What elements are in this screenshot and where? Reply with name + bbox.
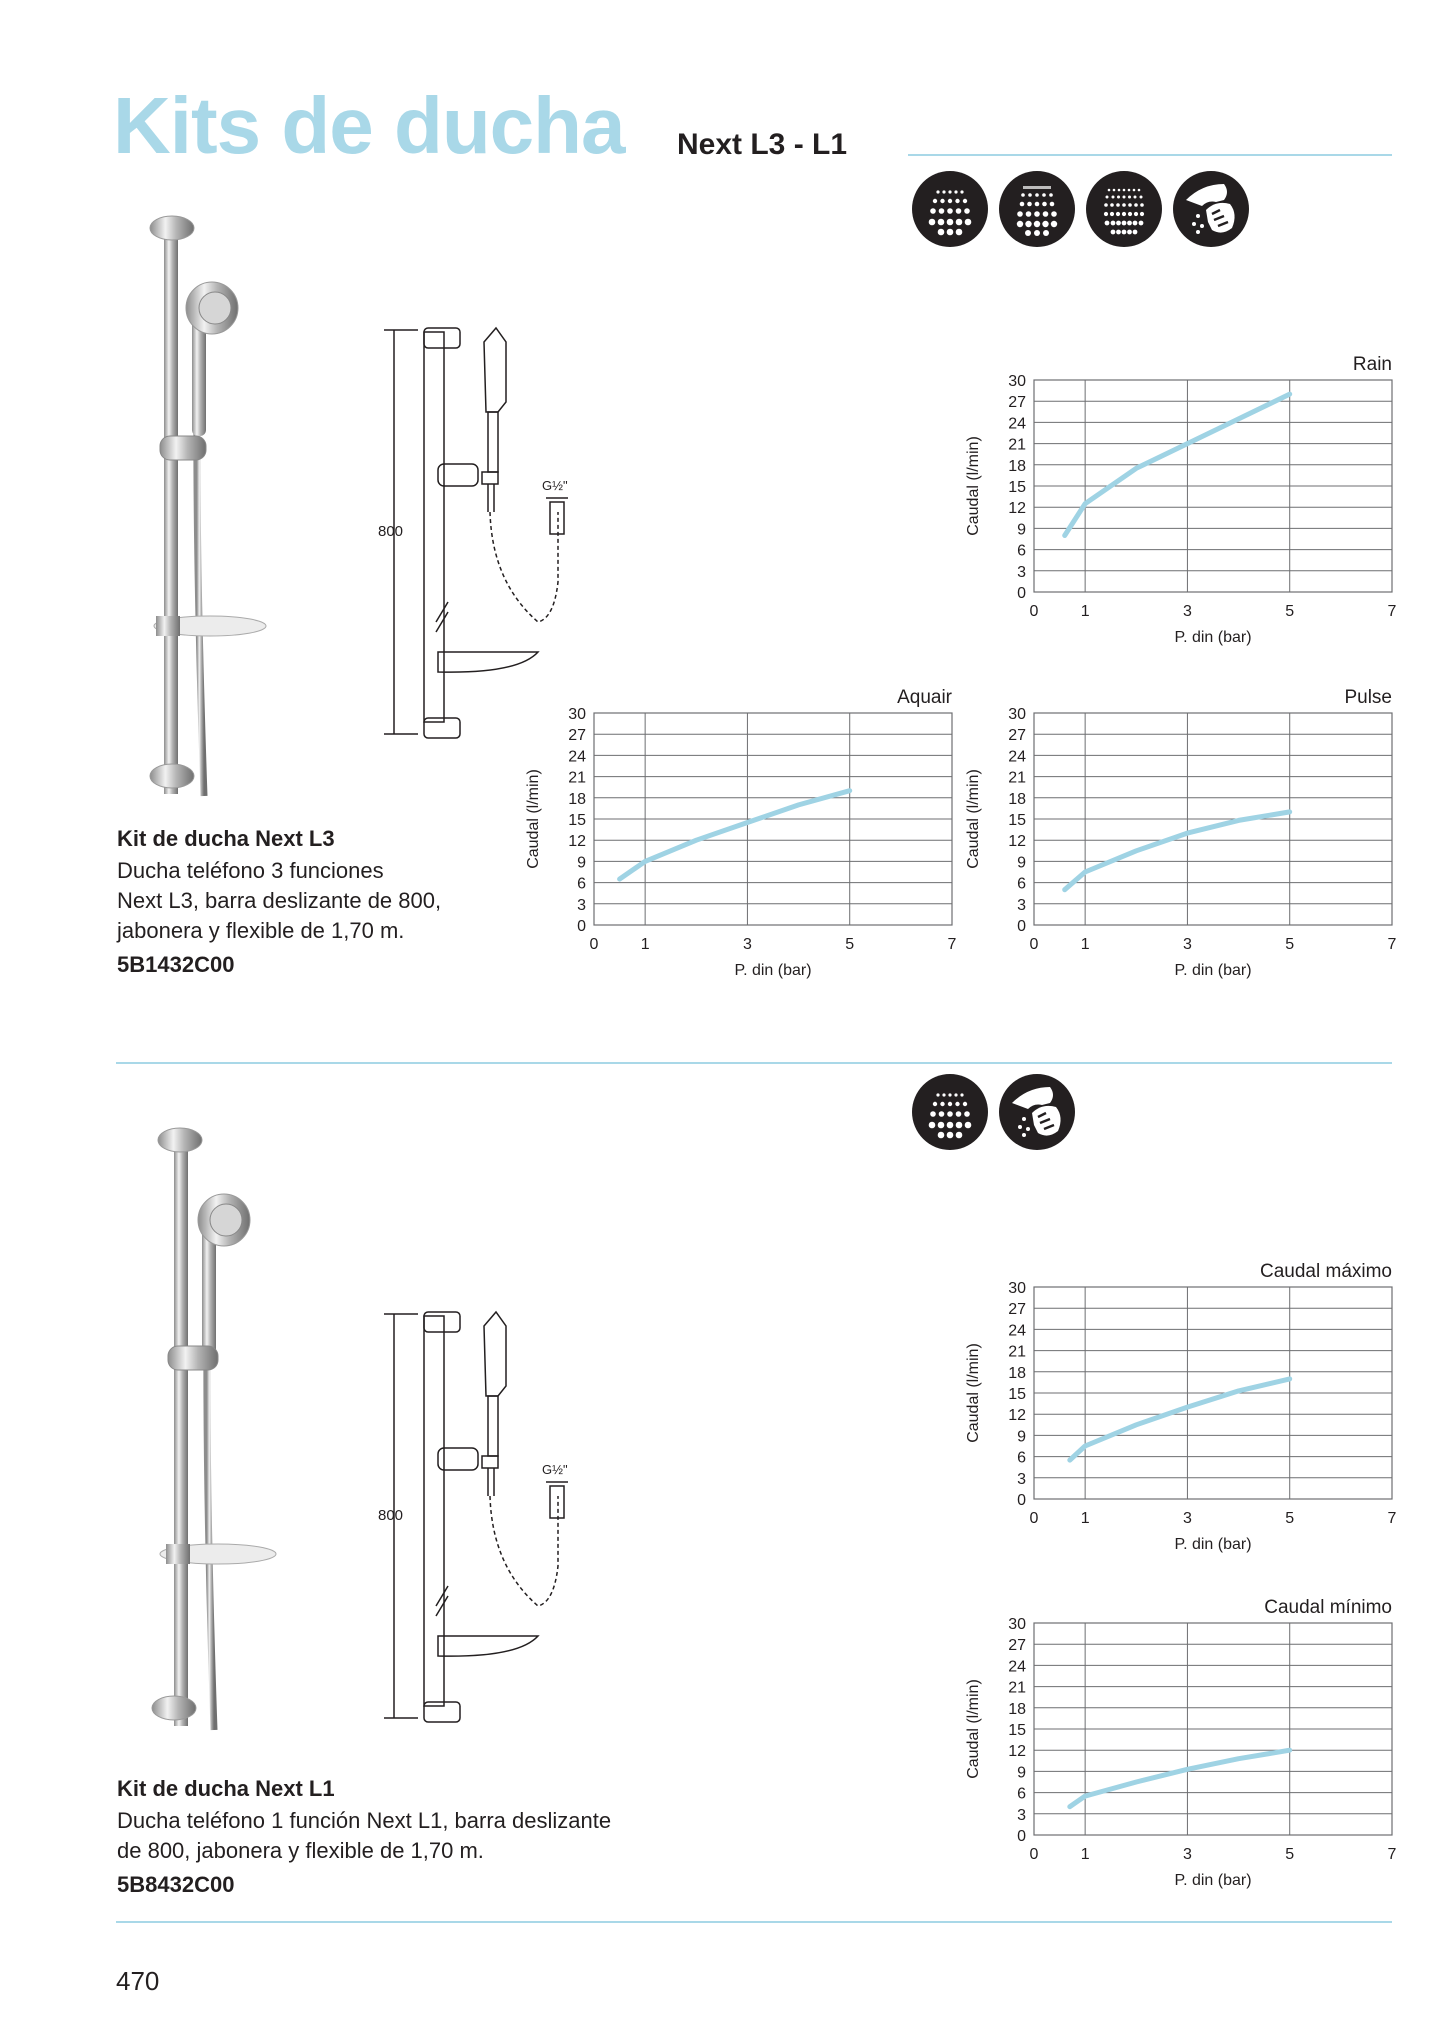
drawing-thread-label: G½" <box>542 478 568 493</box>
chart-pulse <box>962 679 1402 984</box>
x-tick-label: 0 <box>1029 1510 1039 1527</box>
chart-title: Caudal máximo <box>1260 1261 1392 1282</box>
y-tick-label: 15 <box>568 812 586 829</box>
chart-caudal-maximo <box>962 1253 1402 1558</box>
y-axis-label: Caudal (l/min) <box>525 769 542 869</box>
x-tick-label: 3 <box>1182 1846 1192 1863</box>
y-tick-label: 27 <box>1008 1301 1026 1319</box>
x-tick-label: 7 <box>1387 1846 1397 1863</box>
y-tick-label: 12 <box>1008 500 1026 518</box>
x-tick-label: 3 <box>1182 603 1192 620</box>
y-tick-label: 6 <box>1017 875 1026 893</box>
y-tick-label: 6 <box>577 875 586 893</box>
flow-curve <box>1070 1750 1290 1807</box>
flow-curve <box>1065 812 1290 890</box>
y-tick-label: 9 <box>1017 521 1026 539</box>
y-tick-label: 15 <box>1008 1386 1026 1403</box>
product-photo-next-l3 <box>118 206 278 806</box>
flow-curve <box>620 791 850 879</box>
product-code: 5B1432C00 <box>117 952 235 977</box>
chart-title: Rain <box>1352 354 1392 375</box>
y-axis-label: Caudal (l/min) <box>965 1343 982 1443</box>
footer-rule <box>116 1921 1392 1923</box>
y-tick-label: 27 <box>1008 727 1026 745</box>
y-axis-label: Caudal (l/min) <box>965 436 982 536</box>
x-tick-label: 0 <box>1029 1846 1039 1863</box>
y-tick-label: 12 <box>1008 1407 1026 1425</box>
x-tick-label: 3 <box>1182 1510 1192 1527</box>
y-tick-label: 30 <box>1008 706 1026 723</box>
y-tick-label: 27 <box>1008 1637 1026 1655</box>
y-tick-label: 30 <box>1008 373 1026 390</box>
y-tick-label: 30 <box>1008 1280 1026 1297</box>
y-axis-label: Caudal (l/min) <box>965 769 982 869</box>
chart-rain <box>962 346 1402 651</box>
y-tick-label: 18 <box>1008 457 1026 475</box>
easy-clean-icon <box>1172 170 1250 248</box>
x-tick-label: 1 <box>1080 936 1090 953</box>
y-tick-label: 27 <box>1008 394 1026 412</box>
x-tick-label: 7 <box>1387 936 1397 953</box>
page-subtitle: Next L3 - L1 <box>677 128 848 161</box>
y-tick-label: 0 <box>1017 1828 1026 1845</box>
y-tick-label: 6 <box>1017 1449 1026 1467</box>
y-tick-label: 15 <box>1008 479 1026 496</box>
x-tick-label: 7 <box>1387 603 1397 620</box>
x-tick-label: 3 <box>1182 936 1192 953</box>
y-tick-label: 21 <box>1008 1343 1026 1361</box>
header-rule <box>908 154 1392 156</box>
y-tick-label: 18 <box>1008 790 1026 808</box>
product-card-next-l3 <box>117 826 557 978</box>
y-tick-label: 30 <box>1008 1616 1026 1633</box>
product-name: Kit de ducha Next L3 <box>117 826 335 851</box>
easy-clean-icon <box>998 1073 1076 1151</box>
page-title: Kits de ducha <box>113 81 625 170</box>
aquair-icon <box>998 170 1076 248</box>
y-tick-label: 18 <box>1008 1364 1026 1382</box>
y-tick-label: 0 <box>1017 585 1026 602</box>
product-photo-next-l1 <box>118 1118 278 1738</box>
x-axis-label: P. din (bar) <box>1174 962 1252 979</box>
y-tick-label: 3 <box>577 896 586 914</box>
y-tick-label: 30 <box>568 706 586 723</box>
chart-grid <box>1034 1287 1392 1499</box>
chart-grid <box>1034 1623 1392 1835</box>
chart-title: Pulse <box>1344 687 1392 708</box>
chart-grid <box>1034 713 1392 925</box>
y-tick-label: 24 <box>1008 1322 1026 1340</box>
section-divider <box>116 1062 1392 1064</box>
y-tick-label: 21 <box>1008 436 1026 454</box>
y-tick-label: 6 <box>1017 542 1026 560</box>
y-tick-label: 0 <box>1017 1492 1026 1509</box>
chart-grid <box>1034 380 1392 592</box>
x-tick-label: 0 <box>589 936 599 953</box>
y-tick-label: 15 <box>1008 812 1026 829</box>
y-tick-label: 24 <box>1008 415 1026 433</box>
y-tick-label: 0 <box>577 918 586 935</box>
x-tick-label: 5 <box>1285 936 1295 953</box>
y-tick-label: 9 <box>1017 1428 1026 1446</box>
y-axis-label: Caudal (l/min) <box>965 1679 982 1779</box>
chart-title: Caudal mínimo <box>1264 1597 1392 1618</box>
y-tick-label: 9 <box>1017 1764 1026 1782</box>
y-tick-label: 12 <box>1008 1743 1026 1761</box>
x-tick-label: 5 <box>1285 603 1295 620</box>
x-tick-label: 5 <box>1285 1510 1295 1527</box>
product-description: Ducha teléfono 1 función Next L1, barra deslizante de 800, jabonera y flexible de 1,70 m. <box>117 1808 612 1863</box>
y-tick-label: 6 <box>1017 1785 1026 1803</box>
pulse-icon <box>1085 170 1163 248</box>
drawing-height-label: 800 <box>378 1507 404 1524</box>
y-tick-label: 24 <box>568 748 586 766</box>
rain-icon <box>911 1073 989 1151</box>
y-tick-label: 21 <box>1008 769 1026 787</box>
y-tick-label: 12 <box>1008 833 1026 851</box>
page-number: 470 <box>116 1966 160 1996</box>
y-tick-label: 3 <box>1017 563 1026 581</box>
x-tick-label: 1 <box>640 936 650 953</box>
chart-title: Aquair <box>897 687 952 708</box>
y-tick-label: 24 <box>1008 748 1026 766</box>
product-description: Ducha teléfono 3 funciones Next L3, barra deslizante de 800, jabonera y flexible de 1,70 m. <box>117 858 442 943</box>
x-axis-label: P. din (bar) <box>1174 1872 1252 1889</box>
y-tick-label: 27 <box>568 727 586 745</box>
y-tick-label: 24 <box>1008 1658 1026 1676</box>
drawing-height-label: 800 <box>378 523 404 540</box>
product-code: 5B8432C00 <box>117 1872 235 1897</box>
y-tick-label: 21 <box>568 769 586 787</box>
x-axis-label: P. din (bar) <box>1174 1536 1252 1553</box>
x-axis-label: P. din (bar) <box>1174 629 1252 646</box>
x-axis-label: P. din (bar) <box>734 962 812 979</box>
x-tick-label: 1 <box>1080 603 1090 620</box>
chart-aquair <box>522 679 962 984</box>
y-tick-label: 9 <box>1017 854 1026 872</box>
x-tick-label: 5 <box>1285 1846 1295 1863</box>
product-card-next-l1 <box>117 1776 717 1898</box>
y-tick-label: 12 <box>568 833 586 851</box>
product-name: Kit de ducha Next L1 <box>117 1776 335 1801</box>
y-tick-label: 3 <box>1017 1806 1026 1824</box>
chart-grid <box>594 713 952 925</box>
y-tick-label: 3 <box>1017 1470 1026 1488</box>
chart-caudal-minimo <box>962 1589 1402 1894</box>
y-tick-label: 18 <box>568 790 586 808</box>
flow-curve <box>1070 1379 1290 1460</box>
x-tick-label: 0 <box>1029 603 1039 620</box>
x-tick-label: 0 <box>1029 936 1039 953</box>
x-tick-label: 1 <box>1080 1846 1090 1863</box>
y-tick-label: 9 <box>577 854 586 872</box>
x-tick-label: 7 <box>947 936 957 953</box>
x-tick-label: 5 <box>845 936 855 953</box>
rain-icon <box>911 170 989 248</box>
y-tick-label: 15 <box>1008 1722 1026 1739</box>
x-tick-label: 7 <box>1387 1510 1397 1527</box>
y-tick-label: 3 <box>1017 896 1026 914</box>
y-tick-label: 18 <box>1008 1700 1026 1718</box>
technical-drawing-next-l1 <box>378 1306 578 1726</box>
x-tick-label: 1 <box>1080 1510 1090 1527</box>
y-tick-label: 21 <box>1008 1679 1026 1697</box>
x-tick-label: 3 <box>742 936 752 953</box>
y-tick-label: 0 <box>1017 918 1026 935</box>
drawing-thread-label: G½" <box>542 1462 568 1477</box>
